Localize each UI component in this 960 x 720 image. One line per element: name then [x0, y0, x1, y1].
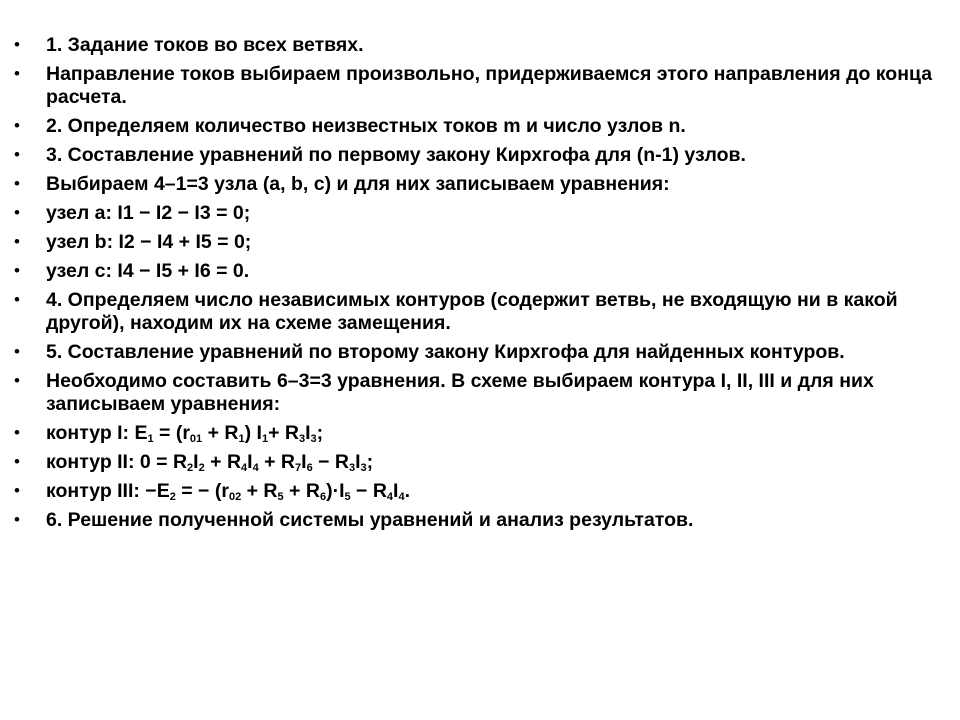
formula-text: = (r: [153, 422, 190, 444]
formula-text: контур I: E: [46, 422, 148, 444]
formula-subscript: 02: [228, 491, 242, 503]
bullet-icon: •: [14, 452, 20, 471]
list-item-select-nodes: [14, 173, 934, 196]
formula-text: = − (r: [175, 480, 229, 502]
bullet-icon: •: [14, 145, 20, 164]
formula-text: I: [247, 451, 253, 473]
formula-text: контур II: 0 = R: [46, 451, 188, 473]
list-item-contour-2: [14, 451, 934, 474]
formula-text: .: [404, 480, 411, 502]
formula-subscript: 2: [198, 462, 205, 474]
bullet-icon: •: [14, 423, 20, 442]
formula-subscript: 3: [298, 433, 306, 445]
formula-contour-1: [46, 422, 323, 444]
list-item-contour-1: [14, 422, 934, 445]
list-item-node-b: [14, 231, 934, 254]
formula-text: I: [301, 451, 307, 473]
formula-subscript: 3: [310, 433, 317, 445]
item-text: узел b: I2 − I4 + I5 = 0;: [46, 231, 252, 253]
formula-text: − R: [350, 480, 387, 502]
formula-subscript: 4: [252, 462, 259, 474]
formula-text: ) I: [244, 422, 262, 444]
item-text: узел c: I4 − I5 + I6 = 0.: [46, 260, 250, 282]
formula-text: ;: [366, 451, 374, 473]
bullet-icon: •: [14, 481, 20, 500]
formula-subscript: 6: [306, 462, 313, 474]
list-item-first-law: [14, 144, 934, 167]
formula-text: ;: [316, 422, 324, 444]
item-text: 1. Задание токов во всех ветвях.: [46, 34, 364, 56]
formula-subscript: 7: [295, 462, 302, 474]
item-text: Направление токов выбираем произвольно, придерживаемся этого направления до конца расчета.: [46, 63, 933, 108]
formula-text: I: [193, 451, 199, 473]
formula-subscript: 2: [169, 491, 176, 503]
formula-subscript: 3: [360, 462, 367, 474]
formula-text: + R: [241, 480, 278, 502]
formula-subscript: 01: [189, 433, 203, 445]
bullet-icon: •: [14, 261, 20, 280]
bullet-icon: •: [14, 35, 20, 54]
formula-subscript: 4: [241, 462, 248, 474]
bullet-icon: •: [14, 116, 20, 135]
formula-text: I: [393, 480, 399, 502]
formula-text: + R: [268, 422, 299, 444]
item-text: 5. Составление уравнений по второму закону Кирхгофа для найденных контуров.: [46, 341, 845, 363]
list-item-equations-needed: [14, 370, 934, 416]
item-text: Выбираем 4–1=3 узла (a, b, c) и для них записываем уравнения:: [46, 173, 670, 195]
formula-contour-3: [46, 480, 410, 502]
formula-text: I: [305, 422, 311, 444]
list-item-solution: [14, 509, 934, 532]
bullet-icon: •: [14, 203, 20, 222]
item-text: Необходимо составить 6–3=3 уравнения. В схеме выбираем контура I, II, III и для них записываем уравнения:: [46, 370, 874, 415]
bullet-icon: •: [14, 290, 20, 309]
list-item-node-a: [14, 202, 934, 225]
formula-subscript: 1: [238, 433, 245, 445]
formula-text: + R: [202, 422, 239, 444]
list-item-contours: [14, 289, 934, 335]
formula-contour-2: [46, 451, 373, 473]
formula-text: + R: [204, 451, 242, 473]
formula-subscript: 2: [187, 462, 194, 474]
list-item-tasks: [14, 34, 934, 57]
list-item-direction: [14, 63, 934, 109]
formula-text: )·I: [326, 480, 345, 502]
bullet-icon: •: [14, 174, 20, 193]
item-text: 4. Определяем число независимых контуров (содержит ветвь, не входящую ни в какой другой), находим их на схеме замещения.: [46, 289, 898, 334]
list-item-node-c: [14, 260, 934, 283]
formula-text: + R: [283, 480, 320, 502]
formula-subscript: 6: [319, 491, 327, 503]
list-item-second-law: [14, 341, 934, 364]
formula-subscript: 1: [261, 433, 269, 445]
item-text: 3. Составление уравнений по первому закону Кирхгофа для (n-1) узлов.: [46, 144, 746, 166]
formula-subscript: 3: [349, 462, 356, 474]
item-text: 2. Определяем количество неизвестных токов m и число узлов n.: [46, 115, 686, 137]
formula-text: I: [355, 451, 361, 473]
item-text: 6. Решение полученной системы уравнений и анализ результатов.: [46, 509, 694, 531]
formula-text: контур III: −E: [46, 480, 170, 502]
item-text: узел а: I1 − I2 − I3 = 0;: [46, 202, 251, 224]
formula-text: + R: [258, 451, 296, 473]
bullet-icon: •: [14, 342, 20, 361]
formula-subscript: 1: [147, 433, 154, 445]
list-item-contour-3: [14, 480, 934, 503]
bullet-icon: •: [14, 371, 20, 390]
formula-subscript: 5: [277, 491, 284, 503]
formula-subscript: 4: [386, 491, 394, 503]
formula-subscript: 5: [344, 491, 351, 503]
formula-text: − R: [312, 451, 349, 473]
list-item-count: [14, 115, 934, 138]
bullet-icon: •: [14, 510, 20, 529]
formula-subscript: 4: [398, 491, 405, 503]
bullet-icon: •: [14, 232, 20, 251]
bullet-list: [14, 34, 934, 538]
bullet-icon: •: [14, 64, 20, 83]
